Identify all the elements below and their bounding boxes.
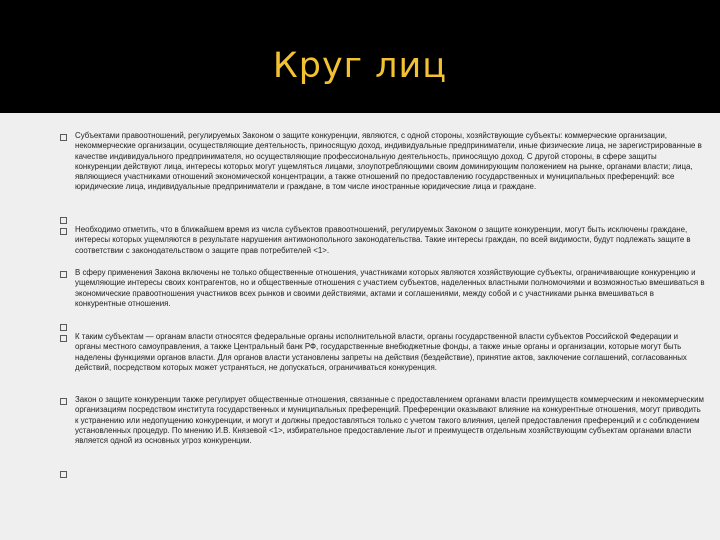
paragraph-preferences: Закон о защите конкуренции также регулирует общественные отношения, связанные с предоставлением органами власти преимуществ коммерческим и некоммерческим организациям посредством института государственных и муниципальных преференций. Преференции оказывают влияние на конкурентные отношения, могут приводить к устранению или недопущению конкуренции, и могут и должны предоставляться только с учетом такого влияния, целей предоставления преференций и с соблюдением установленных процедур. По мнению И.В. Князевой <1>, избирательное предоставление льгот и преимуществ отдельным хозяйствующим субъектам органами власти является одной из основных угроз конкуренции.: [75, 395, 704, 446]
bullet-icon: [60, 398, 67, 405]
paragraph-scope: В сферу применения Закона включены не только общественные отношения, участниками которых являются хозяйствующие субъекты, ограничивающие конкуренцию и ущемляющие интересы своих контрагентов, но и общественные отношения с участием субъектов, наделенных властными полномочиями и возможностью вмешиваться в экономические правоотношения участников всех рынков и своими действиями, актами и соглашениями, между собой и с участниками рынка вмешиваться в конкурентные отношения.: [75, 268, 705, 308]
slide-title: Круг лиц: [272, 46, 448, 86]
bullet-icon: [60, 134, 67, 141]
bullet-icon: [60, 324, 67, 331]
paragraph-authorities: К таким субъектам — органам власти относятся федеральные органы исполнительной власти, органы государственной власти субъектов Российской Федерации и органы местного самоуправления, а также Центральный банк РФ, государственные внебюджетные фонды, а также иные органы и организации, которые могут быть наделены функциями органов власти. Для органов власти установлены запреты на действия (бездействие), принятие актов, заключение соглашений, согласованных действий, посредством которых может устраняться, не допускаться, ограничиваться конкуренция.: [75, 332, 687, 372]
paragraph-subjects: Субъектами правоотношений, регулируемых Законом о защите конкуренции, являются, с одной стороны, хозяйствующие субъекты: коммерческие организации, некоммерческие организации, осуществляющие деятельность, приносящую доход, индивидуальные предприниматели, иные физические лица, не зарегистрированные в качестве индивидуального предпринимателя, но осуществляющие профессиональную деятельность, приносящую доход. С другой стороны, в сфере защиты конкуренции действуют лица, интересы которых могут ущемляться лицами, злоупотребляющими своим доминирующим положением на рынке, органами власти; лица, являющиеся участниками отношений экономической концентрации, а также отношений по предоставлению государственных и муниципальных преференций: все юридические лица, индивидуальные предприниматели и граждане, в том числе иностранные юридические лица и граждане.: [75, 131, 702, 192]
content-area: [0, 113, 720, 540]
bullet-icon: [60, 335, 67, 342]
bullet-icon: [60, 228, 67, 235]
bullet-icon: [60, 271, 67, 278]
paragraph-citizens: Необходимо отметить, что в ближайшем время из числа субъектов правоотношений, регулируемых Законом о защите конкуренции, могут быть исключены граждане, интересы которых ущемляются в результате нарушения антимонопольного законодательства. Такие интересы граждан, по всей видимости, будут подлежать защите в соответствии с законодательством о защите прав потребителей <1>.: [75, 225, 691, 255]
bullet-icon: [60, 217, 67, 224]
bullet-icon: [60, 471, 67, 478]
title-bar: [0, 0, 720, 113]
